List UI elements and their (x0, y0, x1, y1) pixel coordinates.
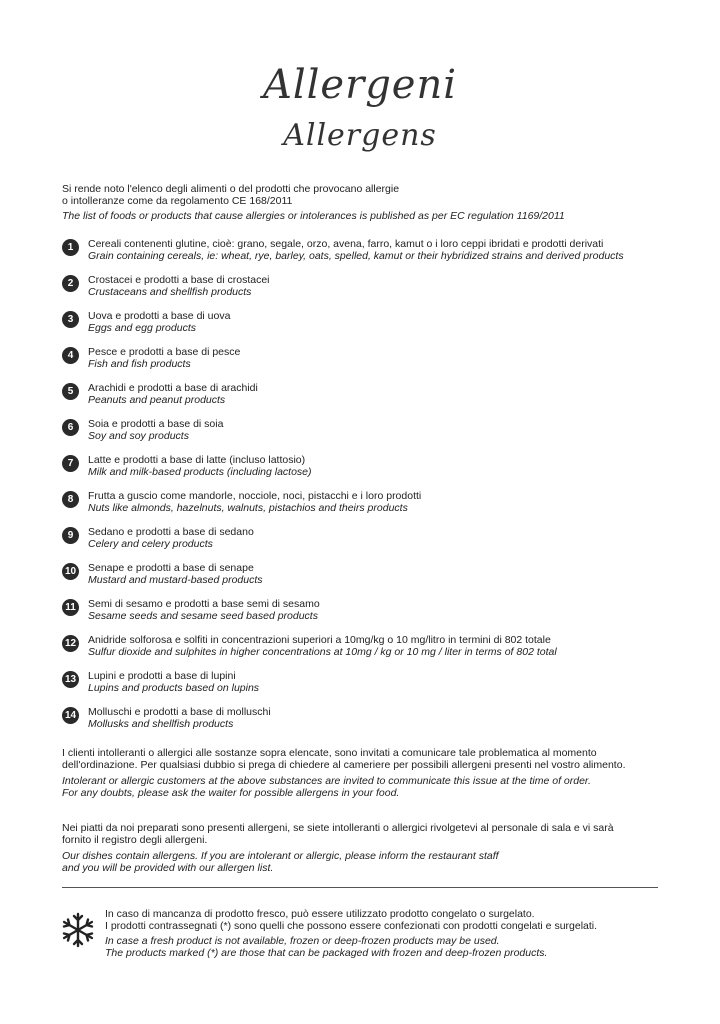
allergen-english: Peanuts and peanut products (88, 394, 226, 406)
intro-english: The list of foods or products that cause allergies or intolerances is published as per EC regulation 1169/2011 (62, 210, 565, 222)
allergen-item (62, 310, 672, 346)
allergen-item (62, 454, 672, 490)
allergen-english: Mustard and mustard-based products (88, 574, 263, 586)
divider (62, 887, 658, 888)
allergen-italian: Sedano e prodotti a base di sedano (88, 526, 254, 538)
frozen-english-line1: In case a fresh product is not available, frozen or deep-frozen products may be used. (105, 935, 500, 947)
allergen-item (62, 706, 672, 742)
dishes-notice (62, 822, 662, 874)
page-title-italian: Allergeni (262, 62, 458, 108)
allergen-english: Fish and fish products (88, 358, 191, 370)
allergen-english: Celery and celery products (88, 538, 213, 550)
number-badge: 6 (62, 419, 79, 436)
dishes-english-line1: Our dishes contain allergens. If you are intolerant or allergic, please inform the restaurant staff (62, 850, 499, 862)
allergen-italian: Senape e prodotti a base di senape (88, 562, 254, 574)
allergen-italian: Anidride solforosa e solfiti in concentrazioni superiori a 10mg/kg o 10 mg/litro in termini di 802 totale (88, 634, 551, 646)
allergen-italian: Soia e prodotti a base di soia (88, 418, 224, 430)
number-badge: 8 (62, 491, 79, 508)
number-badge: 12 (62, 635, 79, 652)
allergen-item (62, 346, 672, 382)
allergen-english: Nuts like almonds, hazelnuts, walnuts, pistachios and theirs products (88, 502, 408, 514)
allergen-english: Crustaceans and shellfish products (88, 286, 252, 298)
number-badge: 10 (62, 563, 79, 580)
allergen-italian: Frutta a guscio come mandorle, nocciole, noci, pistacchi e i loro prodotti (88, 490, 422, 502)
notice-italian-line2: dell'ordinazione. Per qualsiasi dubbio si prega di chiedere al cameriere per possibili allergeni presenti nel vostro alimento. (62, 759, 626, 771)
number-badge: 13 (62, 671, 79, 688)
intro-italian-line1: Si rende noto l'elenco degli alimenti o del prodotti che provocano allergie (62, 183, 400, 195)
intro-italian-line2: o intolleranze come da regolamento CE 168/2011 (62, 195, 293, 207)
allergen-english: Sesame seeds and sesame seed based products (88, 610, 318, 622)
number-badge: 11 (62, 599, 79, 616)
number-badge: 4 (62, 347, 79, 364)
frozen-english-line2: The products marked (*) are those that can be packaged with frozen and deep-frozen products. (105, 947, 548, 959)
allergen-italian: Cereali contenenti glutine, cioè: grano, segale, orzo, avena, farro, kamut o i loro ceppi ibridati e prodotti derivati (88, 238, 604, 250)
allergen-italian: Uova e prodotti a base di uova (88, 310, 231, 322)
number-badge: 3 (62, 311, 79, 328)
allergen-item (62, 418, 672, 454)
notice-english-line2: For any doubts, please ask the waiter for possible allergens in your food. (62, 787, 400, 799)
page-title-english: Allergens (283, 118, 437, 153)
allergen-english: Mollusks and shellfish products (88, 718, 234, 730)
notice-italian-line1: I clienti intolleranti o allergici alle sostanze sopra elencate, sono invitati a comunicare tale problematica al momento (62, 747, 597, 759)
frozen-products-notice (105, 908, 665, 959)
allergen-item (62, 238, 672, 274)
frozen-italian-line2: I prodotti contrassegnati (*) sono quelli che possono essere confezionati con prodotti congelati e surgelati. (105, 920, 598, 932)
allergen-item (62, 490, 672, 526)
customer-notice (62, 747, 662, 799)
number-badge: 7 (62, 455, 79, 472)
intro-text (62, 183, 662, 222)
number-badge: 5 (62, 383, 79, 400)
notice-english-line1: Intolerant or allergic customers at the above substances are invited to communicate this issue at the time of order. (62, 775, 591, 787)
allergen-english: Milk and milk-based products (including lactose) (88, 466, 312, 478)
allergen-item (62, 634, 672, 670)
dishes-italian-line1: Nei piatti da noi preparati sono presenti allergeni, se siete intolleranti o allergici rivolgetevi al personale di sala e vi sarà (62, 822, 614, 834)
snowflake-icon (60, 912, 96, 948)
allergen-item (62, 670, 672, 706)
allergen-italian: Lupini e prodotti a base di lupini (88, 670, 236, 682)
allergen-italian: Pesce e prodotti a base di pesce (88, 346, 241, 358)
allergen-item (62, 382, 672, 418)
allergen-english: Sulfur dioxide and sulphites in higher concentrations at 10mg / kg or 10 mg / liter in terms of 802 total (88, 646, 557, 658)
allergen-italian: Arachidi e prodotti a base di arachidi (88, 382, 258, 394)
dishes-italian-line2: fornito il registro degli allergeni. (62, 834, 208, 846)
allergen-italian: Semi di sesamo e prodotti a base semi di sesamo (88, 598, 320, 610)
number-badge: 2 (62, 275, 79, 292)
allergen-italian: Latte e prodotti a base di latte (incluso lattosio) (88, 454, 306, 466)
allergen-english: Grain containing cereals, ie: wheat, rye, barley, oats, spelled, kamut or their hybridized strains and derived products (88, 250, 624, 262)
allergen-english: Lupins and products based on lupins (88, 682, 260, 694)
number-badge: 14 (62, 707, 79, 724)
number-badge: 1 (62, 239, 79, 256)
allergen-item (62, 598, 672, 634)
allergen-english: Eggs and egg products (88, 322, 196, 334)
frozen-italian-line1: In caso di mancanza di prodotto fresco, può essere utilizzato prodotto congelato o surgelato. (105, 908, 535, 920)
allergen-italian: Molluschi e prodotti a base di molluschi (88, 706, 271, 718)
allergen-item (62, 274, 672, 310)
allergen-italian: Crostacei e prodotti a base di crostacei (88, 274, 270, 286)
number-badge: 9 (62, 527, 79, 544)
allergen-list (62, 238, 672, 742)
allergen-english: Soy and soy products (88, 430, 189, 442)
allergen-item (62, 526, 672, 562)
allergen-item (62, 562, 672, 598)
dishes-english-line2: and you will be provided with our allergen list. (62, 862, 274, 874)
